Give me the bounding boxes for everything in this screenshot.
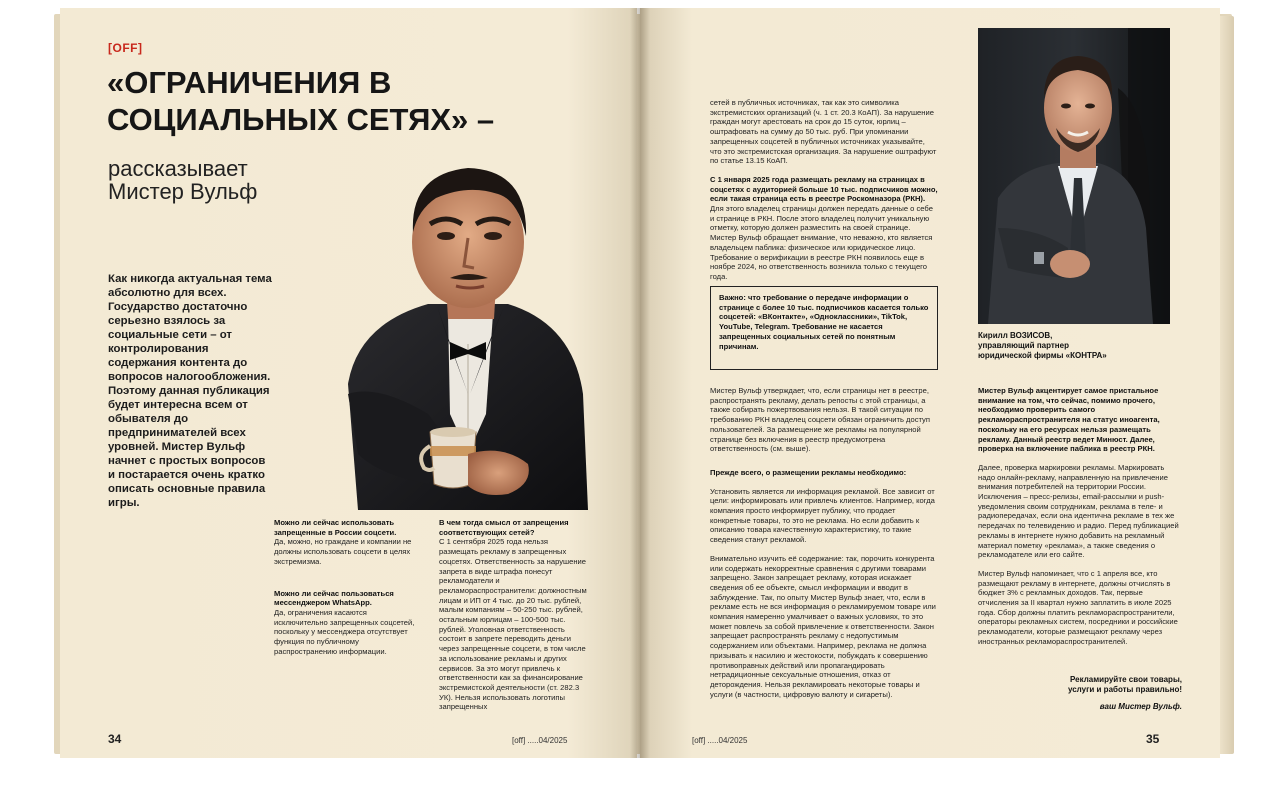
section-tag: [OFF]	[108, 41, 143, 55]
footer-right: [off] .....04/2025	[692, 736, 748, 745]
right-page	[640, 8, 1220, 758]
page-number-left: 34	[108, 732, 122, 746]
caption-name: Кирилл ВОЗИСОВ,	[978, 331, 1053, 340]
qa-question: В чем тогда смысл от запрещения соответствующих сетей?	[439, 518, 569, 537]
closing-line-2: услуги и работы правильно!	[1067, 685, 1182, 694]
important-note-box: Важно: что требование о передаче информации о странице с более 10 тыс. подписчиков касается только соцсетей: «ВКонтакте», «Одноклассники», TikTok, YouTube, Telegram. Требование не касается запрещенных социальных сетей по понятным причинам.	[710, 286, 938, 370]
qa-answer: С 1 сентября 2025 года нельзя размещать рекламу в запрещенных соцсетях. Ответственность за нарушение запрета в виде штрафа понесут рекламодатели и рекламораспространители: должностным лицам и ИП от 4 тыс. до 20 тыс. рублей, малым компаниям – 50-250 тыс. рублей, остальным юрлицам – 100-500 тыс. рублей. Уголовная ответственность состоит в запрете переводить деньги через запрещенные соцсети, в том числе за использование рекламы и других сервисов. За это могут привлечь к ответственности как за финансирование экстремистской деятельности (ст. 282.3 УК). Нельзя использовать логотипы запрещенных	[439, 537, 587, 712]
portrait-caption	[978, 331, 1178, 361]
qa-item	[274, 589, 422, 657]
qa-question: Можно ли сейчас использовать запрещенные в России соцсети.	[274, 518, 397, 537]
mister-wolf-illustration	[318, 154, 588, 510]
closing-line-1: Рекламируйте свои товары,	[1070, 675, 1182, 684]
paragraph: Далее, проверка маркировки рекламы. Маркировать надо онлайн-рекламу, направленную на привлечение внимания потребителей на территории России. Исключения – пресс-релизы, email-рассылки и push-уведомления своим сотрудникам, реклама в теле- и радиопередачах, если она идентична рекламе в тех же передачах по телевидению и радио. Перед публикацией рекламы в интернете нужно добавить на рекламный материал пометку «реклама», а также сведения о рекламодателе или его сайте.	[978, 462, 1179, 560]
caption-role-1: управляющий партнер	[978, 341, 1069, 350]
caption-role-2: юридической фирмы «КОНТРА»	[978, 351, 1107, 360]
paragraph: Установить является ли информация рекламой. Все зависит от цели: информировать или привлечь клиентов. Например, когда компания просто информирует публику, что продает конкретные товары, то это не реклама. Но если добавить к описанию товара качественную характеристику, то такие сведения станут рекламой.	[710, 486, 935, 545]
subheading	[710, 468, 938, 478]
page-number-right: 35	[1146, 732, 1160, 746]
subheadline-line-2: Мистер Вульф	[108, 179, 258, 204]
right-column-2	[978, 386, 1182, 656]
paragraph: Внимательно изучить её содержание: так, порочить конкурента или содержать некорректные сравнения с другими товарами запрещено. Закон запрещает рекламу, которая искажает сведения об ее объекте, смысл информации и вводит в заблуждение. Так, по опыту Мистер Вульф знает, что, если в рекламе есть не вся информация о рекламируемом товаре или компания намеренно умалчивает о важных условиях, то это может повлечь за собой привлечение к ответственности. Закон запрещает распространять рекламу с недопустимым содержанием или объектами. Например, реклама не должна призывать к насилию и жестокости, побуждать к совершению противоправных действий или пропагандировать нетрадиционные сексуальные отношения, отказ от деторождения. Нельзя рекламировать некоторые товары и услуги (в частности, цифровую валюту и сигареты).	[710, 553, 936, 699]
left-page	[60, 8, 637, 758]
paragraph: Мистер Вульф утверждает, что, если страницы нет в реестре, распространять рекламу, делать репосты с этой страницы, а также собирать пожертвования нельзя. В такой ситуации по требованию РКН владелец соцсети обязан ограничить доступ пользователей. За размещение же рекламы на популярной странице без включения в реестр предусмотрена ответственность (см. выше).	[710, 386, 930, 454]
right-column-1-lower	[710, 386, 938, 708]
paragraph: Мистер Вульф напоминает, что с 1 апреля все, кто размещают рекламу в интернете, должны отчислять в бюджет 3% с рекламных доходов. Так, первые отчисления за II квартал нужно заплатить в июле 2025 года. Сбор должны платить рекламораспространители, операторы рекламных систем, посредники и российские рекламодатели, которые размещают рекламу через иностранных рекламораспространителей.	[978, 568, 1178, 646]
left-column-2	[439, 518, 589, 721]
subheading-text: Прежде всего, о размещении рекламы необходимо:	[710, 467, 907, 477]
paragraph	[710, 175, 938, 282]
qa-item	[274, 518, 422, 567]
paragraph: сетей в публичных источниках, так как это символика экстремистских организаций (ч. 1 ст. 20.3 КоАП). За нарушение граждан могут арестовать на срок до 15 суток, юрлиц – оштрафовать на сумму до 50 тыс. руб. При упоминании запрещенных соцсетей в публичных источниках указывайте, что это экстремистская организация. За нарушение оштрафуют по статье 13.15 КоАП.	[710, 98, 937, 166]
qa-question: Можно ли сейчас пользоваться мессенджером WhatsApp.	[274, 588, 394, 608]
signature: ваш Мистер Вульф.	[1099, 702, 1182, 711]
headline: «ОГРАНИЧЕНИЯ В СОЦИАЛЬНЫХ СЕТЯХ» –	[107, 65, 495, 137]
qa-item	[439, 518, 589, 712]
footer-left: [off] .....04/2025	[512, 736, 568, 745]
qa-answer: Да, можно, но граждане и компании не должны использовать соцсети в целях экстремизма.	[274, 537, 412, 566]
lead-paragraph: Как никогда актуальная тема абсолютно для всех. Государство достаточно серьезно взялось за социальные сети – от контролирования содержания контента до вопросов налогообложения. Поэтому данная публикация будет интересна всем от обывателя до предпринимателей всех уровней. Мистер Вульф начнет с простых вопросов и постарается очень кратко описать основные правила игры.	[108, 273, 272, 509]
right-column-1	[710, 98, 938, 291]
subheadline-line-1: рассказывает	[108, 156, 248, 181]
qa-answer: Да, ограничения касаются исключительно запрещенных соцсетей, поскольку у мессенджера отсутствует функция по публичному распространению информации.	[274, 607, 415, 656]
paragraph-bold: Мистер Вульф акцентирует самое пристальное внимание на том, что сейчас, помимо прочего, необходимо проверить самого рекламораспространителя на статус иноагента, поскольку на его ресурсах нельзя размещать рекламу. Данный реестр ведет Минюст. Далее, проверка на включение паблика в реестр РКН.	[978, 386, 1160, 454]
paragraph-text: Для этого владелец страницы должен передать данные о себе и странице в РКН. После этого владелец получит уникальную отметку, которую должен разместить на своей странице. Мистер Вульф обращает внимание, что неважно, кто является владельцем паблика: физическое или юридическое лицо. Требование о верификации в реестре РКН появилось еще в ноябре 2024, но ответственность возникла только с текущего года.	[710, 204, 933, 281]
paragraph-bold: С 1 января 2025 года размещать рекламу на страницах в соцсетях с аудиторией больше 10 тыс. подписчиков можно, если такая страница есть в реестре Роскомназора (РКН).	[710, 174, 938, 204]
closing-message	[978, 675, 1182, 712]
right-page-edges	[1218, 16, 1234, 754]
spine-gutter	[630, 8, 650, 758]
portrait-photo	[978, 28, 1170, 324]
paragraph	[978, 386, 1182, 454]
left-column-1	[274, 518, 422, 665]
